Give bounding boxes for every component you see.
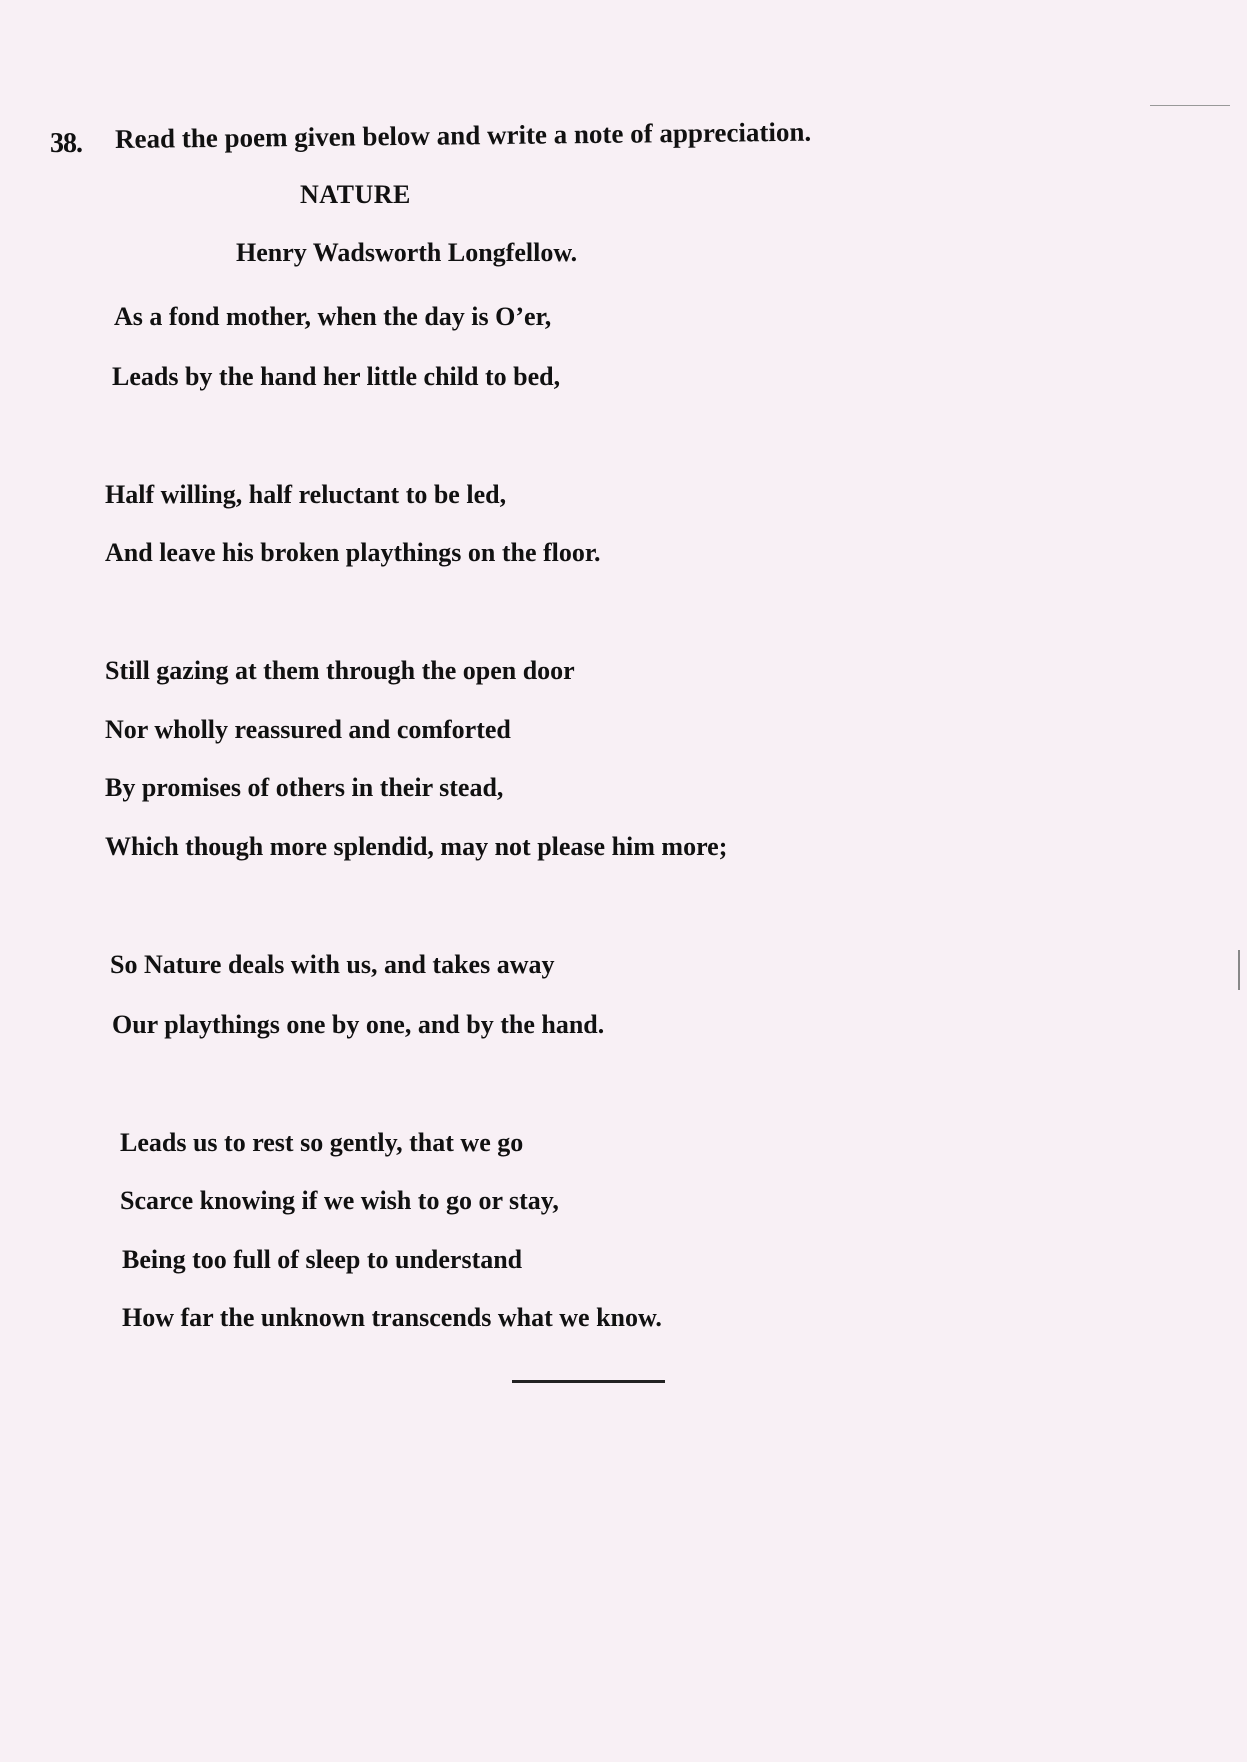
- poem-line: Leads us to rest so gently, that we go: [120, 1128, 524, 1157]
- poem-author: Henry Wadsworth Longfellow.: [236, 238, 578, 267]
- question-number: 38.: [50, 128, 82, 159]
- scan-edge-mark: [1150, 105, 1230, 106]
- poem-line: So Nature deals with us, and takes away: [110, 950, 555, 979]
- end-rule: [512, 1380, 665, 1383]
- poem-line: How far the unknown transcends what we know.: [122, 1303, 662, 1332]
- scan-edge-mark: [1238, 950, 1240, 990]
- poem-title: NATURE: [300, 180, 411, 209]
- poem-line: As a fond mother, when the day is O’er,: [114, 302, 552, 331]
- poem-line: And leave his broken playthings on the floor.: [105, 538, 601, 567]
- poem-line: By promises of others in their stead,: [105, 773, 504, 802]
- poem-line: Scarce knowing if we wish to go or stay,: [120, 1186, 559, 1215]
- poem-line: Which though more splendid, may not please him more;: [105, 832, 728, 861]
- poem-line: Being too full of sleep to understand: [122, 1245, 523, 1274]
- poem-line: Half willing, half reluctant to be led,: [105, 480, 507, 509]
- question-text: Read the poem given below and write a note of appreciation.: [114, 116, 812, 154]
- poem-line: Nor wholly reassured and comforted: [105, 715, 511, 744]
- poem-line: Leads by the hand her little child to bed,: [112, 362, 561, 391]
- poem-line: Still gazing at them through the open door: [105, 656, 575, 685]
- poem-line: Our playthings one by one, and by the hand.: [112, 1010, 605, 1039]
